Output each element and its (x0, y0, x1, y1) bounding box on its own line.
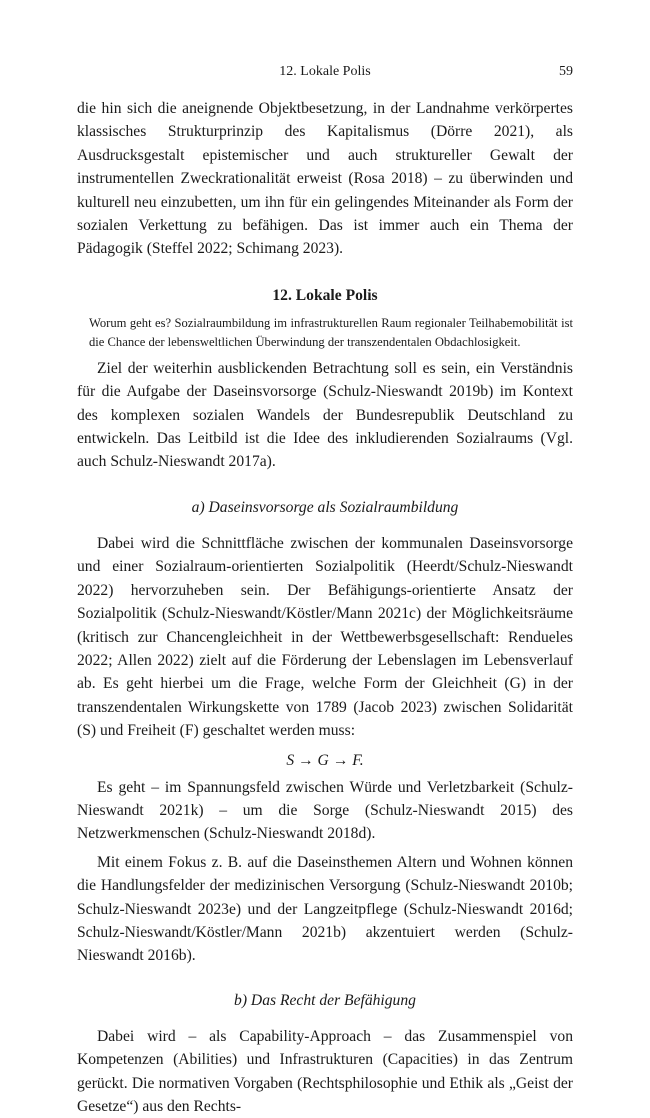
formula: S → G → F. (286, 751, 364, 769)
paragraph-sorge: Es geht – im Spannungsfeld zwischen Würde und Verletzbarkeit (Schulz-Nieswandt 2021k) – um die Sorge (Schulz-Nieswandt 2015) des Netzwerkmenschen (Schulz-Nieswandt 2018d). (77, 778, 573, 843)
page-body (77, 97, 573, 1118)
paragraph-capability: Dabei wird – als Capability-Approach – das Zusammenspiel von Kompetenzen (Abilities) und Infrastrukturen (Capacities) in das Zentrum gerückt. Die normativen Vorgaben (Rechtsphilosophie und Ethik als „Geist der Gesetze“) aus den Rechts- (77, 1027, 573, 1115)
paragraph-handlungsfelder: Mit einem Fokus z. B. auf die Daseinsthemen Altern und Wohnen können die Handlungsfelder der medizinischen Versorgung (Schulz-Nieswandt 2010b; Schulz-Nieswandt 2023e) und der Langzeitpflege (Schulz-Nieswandt 2016d; Schulz-Nieswandt/Köstler/Mann 2021b) akzentuiert werden (Schulz-Nieswandt 2016b). (77, 853, 573, 965)
page-number: 59 (559, 64, 573, 79)
section-abstract: Worum geht es? Sozialraumbildung im infrastrukturellen Raum regionaler Teilhabemobilität ist die Chance der lebensweltlichen Überwindung der transzendentalen Obdachlosigkeit. (89, 315, 573, 349)
paragraph-intro: Ziel der weiterhin ausblickenden Betrachtung soll es sein, ein Verständnis für die Aufgabe der Daseinsvorsorge (Schulz-Nieswandt 2019b) im Kontext des komplexen sozialen Wandels der Bundesrepublik Deutschland zu entwickeln. Das Leitbild ist die Idee des inkludierenden Sozialraums (Vgl. auch Schulz-Nieswandt 2017a). (77, 359, 573, 471)
section-heading: 12. Lokale Polis (272, 286, 378, 304)
running-header (77, 64, 573, 84)
paragraph-continuation: die hin sich die aneignende Objektbesetzung, in der Landnahme verkörpertes klassisches Strukturprinzip des Kapitalismus (Dörre 2021), als Ausdrucksgestalt epistemischer und auch struktureller Gewalt der instrumentellen Zweckrationalität erweist (Rosa 2018) – zu überwinden und kulturell neu einzubetten, um ihn für ein gelingendes Miteinander als Form der sozialen Verkettung zu befähigen. Das ist immer auch ein Thema der Pädagogik (Steffel 2022; Schimang 2023). (77, 100, 573, 258)
paragraph-daseinsvorsorge: Dabei wird die Schnittfläche zwischen der kommunalen Daseinsvorsorge und einer Sozialraum-orientierten Sozialpolitik (Heerdt/Schulz-Nieswandt 2022) hervorzuheben sein. Der Befähigungs-orientierte Ansatz der Sozialpolitik (Schulz-Nieswandt/Köstler/Mann 2021c) der Möglichkeitsräume (kritisch zur Chancengleichheit in der Wettbewerbsgesellschaft: Rendueles 2022; Allen 2022) zielt auf die Förderung der Lebenslagen im Lebensverlauf ab. Es geht hierbei um die Frage, welche Form der Gleichheit (G) in der transzendentalen Wirkungskette von 1789 (Jacob 2023) zwischen Solidarität (S) und Freiheit (F) geschaltet werden muss: (77, 534, 573, 740)
subsection-heading-b: b) Das Recht der Befähigung (234, 991, 416, 1009)
subsection-heading-a: a) Daseinsvorsorge als Sozialraumbildung (191, 498, 459, 516)
running-title: 12. Lokale Polis (279, 64, 371, 79)
